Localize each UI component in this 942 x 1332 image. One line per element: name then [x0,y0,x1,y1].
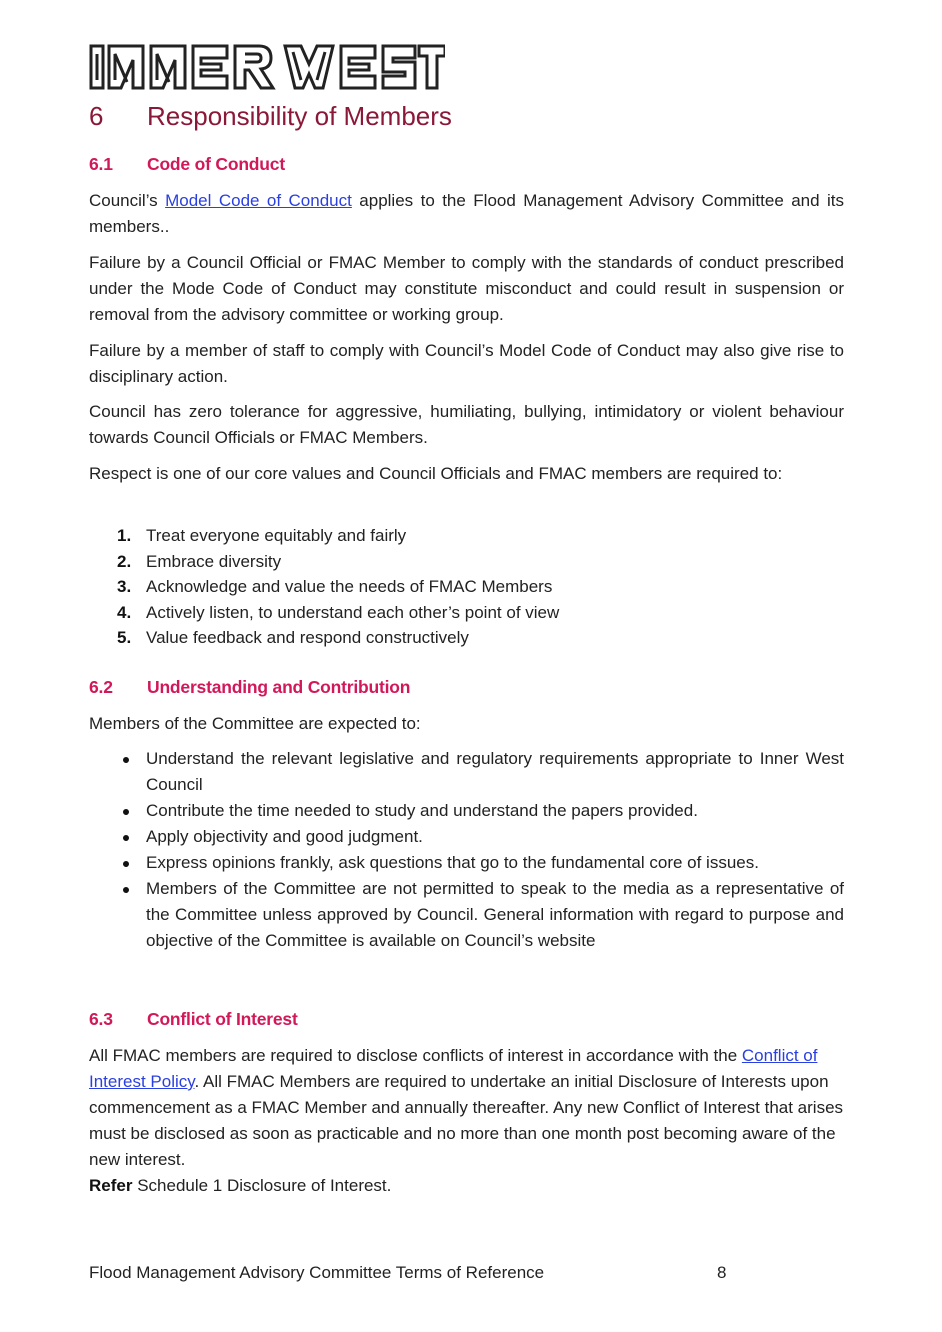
list-item-text: Embrace diversity [146,551,282,571]
refer-text: Schedule 1 Disclosure of Interest. [132,1176,392,1195]
failure-official-paragraph: Failure by a Council Official or FMAC Member to comply with the standards of conduct prescribed under the Mode Code of Conduct may constitute misconduct and could result in suspension or removal from the advisory committee or working group. [89,253,844,324]
page-number: 8 [717,1263,727,1282]
list-item-text: Understand the relevant legislative and regulatory requirements appropriate to Inner West Council [146,749,844,794]
respect-values-list [89,523,844,651]
bullet-icon [123,809,129,815]
conflict-of-interest-policy-link[interactable]: Conflict of Interest Policy [89,1046,818,1091]
subsection-title: Understanding and Contribution [147,677,411,697]
refer-label: Refer [89,1176,133,1195]
list-item-text: Express opinions frankly, ask questions that go to the fundamental core of issues. [146,853,759,872]
list-item [89,798,844,824]
subsection-heading-6-3 [89,1009,298,1030]
paragraph-text: Council’s [89,191,166,210]
member-expectations-list [89,746,844,954]
failure-staff-paragraph: Failure by a member of staff to comply with Council’s Model Code of Conduct may also give rise to disciplinary action. [89,341,844,386]
paragraph-text: All FMAC members are required to disclose conflicts of interest in accordance with the [89,1046,742,1065]
list-item-text: Treat everyone equitably and fairly [146,526,407,545]
bullet-icon [123,887,129,893]
footer-title: Flood Management Advisory Committee Terms of Reference [89,1263,545,1282]
list-item [89,600,844,626]
list-item-text: Value feedback and respond constructively [146,628,469,647]
section-title: Responsibility of Members [147,101,452,131]
list-item-text: Apply objectivity and good judgment. [146,827,423,846]
paragraph-text: applies to the Flood Management Advisory Committee and its members.. [89,191,845,236]
subsection-number: 6.3 [89,1009,113,1029]
list-item [89,625,844,651]
list-item [89,824,844,850]
model-code-of-conduct-link[interactable]: Model Code of Conduct [165,191,352,210]
list-marker: 3. [117,577,132,596]
paragraph-text: . All FMAC Members are required to undertake an initial Disclosure of Interests upon commencement as a FMAC Member and annually thereafter. Any new Conflict of Interest that arises must be disclosed as soon as practicable and no more than one month post becoming aware of the new interest. [89,1072,844,1169]
list-item [89,850,844,876]
section-heading [89,101,452,132]
subsection-number: 6.1 [89,154,113,174]
code-of-conduct-paragraph [89,188,844,240]
list-item [89,574,844,600]
zero-tolerance-paragraph: Council has zero tolerance for aggressive, humiliating, bullying, intimidatory or violent behaviour towards Council Officials or FMAC Members. [89,402,844,447]
list-item-text: Contribute the time needed to study and understand the papers provided. [146,801,698,820]
subsection-heading-6-2 [89,677,410,698]
list-marker: 4. [117,602,132,622]
expectations-intro: Members of the Committee are expected to: [89,714,421,733]
subsection-title: Code of Conduct [147,154,285,174]
list-marker: 5. [117,628,132,647]
respect-paragraph: Respect is one of our core values and Council Officials and FMAC members are required to: [89,464,783,483]
list-marker: 2. [117,551,132,571]
bullet-icon [123,835,129,841]
list-item-text: Actively listen, to understand each other’s point of view [146,602,560,622]
list-item [89,549,844,575]
conflict-of-interest-paragraph [89,1043,844,1199]
section-number: 6 [89,101,104,131]
bullet-icon [123,861,129,867]
subsection-title: Conflict of Interest [147,1009,298,1029]
subsection-number: 6.2 [89,677,113,697]
list-marker: 1. [117,526,132,545]
list-item-text: Acknowledge and value the needs of FMAC Members [146,577,553,596]
subsection-heading-6-1 [89,154,285,175]
list-item-text: Members of the Committee are not permitted to speak to the media as a representative of the Committee unless approved by Council. General information with regard to purpose and objective of the Committee is available on Council’s website [146,879,844,950]
list-item [89,746,844,798]
list-item [89,876,844,954]
inner-west-logo [89,44,445,90]
bullet-icon [123,757,129,763]
list-item [89,523,844,549]
